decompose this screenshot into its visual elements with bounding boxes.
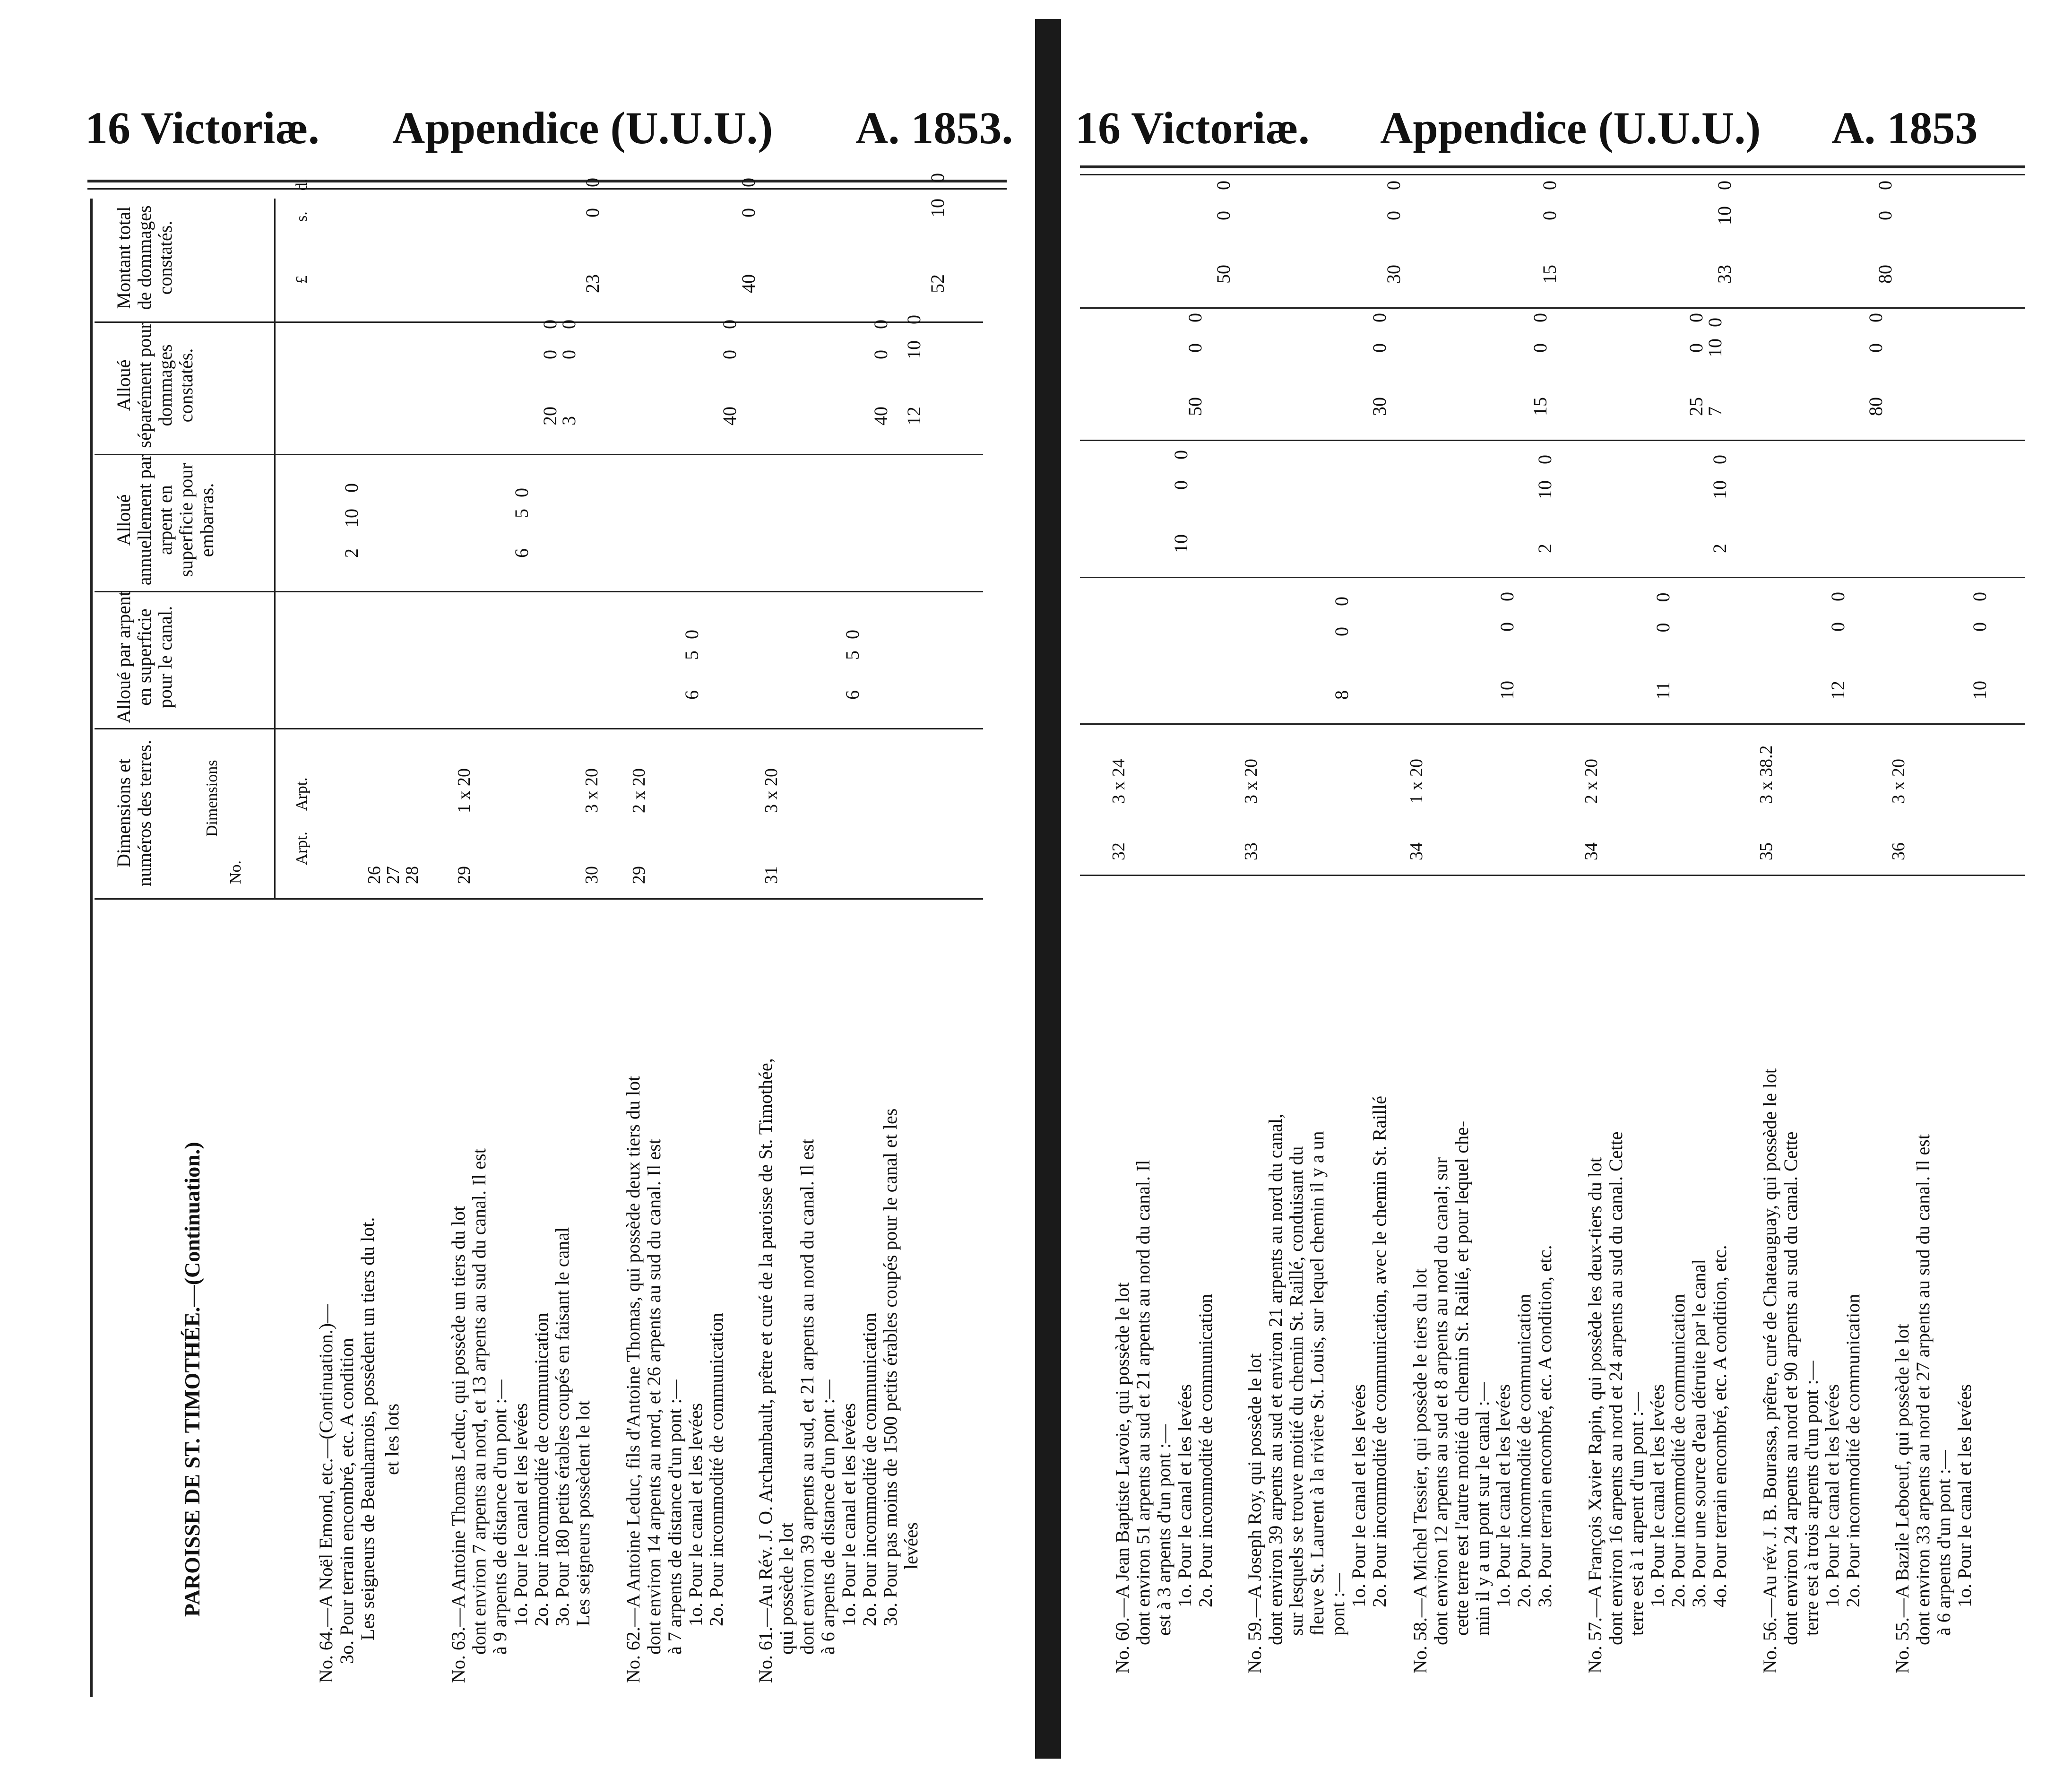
left-sep-20: 20 [539, 407, 561, 425]
left-lot-31: 31 [761, 866, 781, 884]
left-annu-6: 6 5 0 [511, 488, 532, 558]
left-sep-40b: 40 [870, 407, 891, 425]
left-header-appendix: Appendice (U.U.U.) [392, 103, 773, 153]
right-montant-30: 30 0 0 [1383, 181, 1404, 284]
right-canal-12: 12 0 0 [1827, 592, 1848, 700]
right-sep-50: 50 0 0 [1184, 313, 1206, 416]
lsd-label-montant: £ s. d. [293, 178, 311, 284]
left-canal-6a: 6 5 0 [681, 630, 702, 700]
right-dim-32: 3 x 24 [1109, 759, 1129, 804]
left-dim-2x20: 2 x 20 [629, 768, 649, 813]
left-dim-3x20b: 3 x 20 [761, 768, 781, 813]
right-sep-25: 25 0 0 [1685, 313, 1707, 416]
left-outer-border [90, 199, 93, 1697]
left-montant-40-d: 0 0 [738, 178, 759, 217]
left-annu-2: 2 10 0 [341, 483, 362, 558]
right-dim-36: 3 x 20 [1889, 759, 1908, 804]
right-header-regnal-year: 16 Victoriæ. [1075, 103, 1310, 153]
right-canal-10b: 10 0 0 [1969, 592, 1990, 700]
left-sep-40a-d: 0 0 [719, 320, 740, 359]
left-sep-40b-d: 0 0 [870, 320, 891, 359]
left-top-rule-thin [87, 188, 1007, 190]
right-montant-50: 50 0 0 [1213, 181, 1234, 284]
right-dim-34b: 2 x 20 [1581, 759, 1601, 804]
left-lots-64b: 27 [383, 866, 403, 884]
right-lot-34b: 34 [1581, 842, 1601, 860]
right-canal-8: 8 0 0 [1331, 597, 1352, 700]
right-col-sep-1 [1080, 307, 2025, 309]
left-header-year: A. 1853. [855, 103, 1013, 153]
right-sep-7: 7 10 0 [1704, 318, 1726, 416]
right-top-rule-thin [1080, 174, 2025, 175]
left-header-sep [274, 199, 276, 898]
left-sep-12-d: 10 0 [903, 315, 924, 359]
book-spine [1035, 19, 1061, 1759]
left-dim-1x20: 1 x 20 [454, 768, 474, 813]
right-sep-80: 80 0 0 [1865, 313, 1886, 416]
left-lot-30: 30 [582, 866, 602, 884]
right-montant-80: 80 0 0 [1874, 181, 1896, 284]
right-dim-33: 3 x 20 [1241, 759, 1261, 804]
right-annu-2a: 2 10 0 [1534, 455, 1555, 553]
right-page: 16 Victoriæ. Appendice (U.U.U.) A. 1853 No. 60.—A Jean Baptiste Lavoie, qui possède le lot dont environ 51 arpents au sud et 21 arpents au nord du canal. Il est à 3 arpents d'un pont :— 1o. Pour le canal et les levées 2o. Pour incommodité de communication No. 59.—A Joseph Roy, qui possède le lot dont environ 39 arpents au sud et environ 21 arpents au nord du canal, sur lesquels se trouve moitié du chemin St. Raillé, conduisant du fleuve St. Laurent à la rivière St. Louis, sur lequel chemin il y a un pont :— 1o. Pour le canal et les levées 2o. Pour incommodité de communication, avec le chemin St. Raillé No. 58.—A Michel Tessier, qui possède le tiers du lot dont environ 12 arpents au sud et 8 arpents au nord du canal; sur cette terre est l'autre moitié du chemin St. Raillé, et pour lequel che- min il y a un pont sur le canal :— 1o. Pour le canal et les levées 2o. Pour incommodité de communication 3o. Pour terrain encombré, etc. A condition, etc. No. 57.—A François Xavier Rapin, qui possède les deux-tiers du lot dont environ 16 arpents au nord et 24 arpents au sud du canal. Cette terre est à 1 arpent d'un pont :— 1o. Pour le canal et les levées 2o. Pour incommodité de communication 3o. Pour une source d'eau détruite par le canal 4o. Pour terrain encombré, etc. A condition, etc. No. 56.—Au rév. J. B. Bourassa, prêtre, curé de Chateauguay, qui possède le lot dont environ 24 arpents au nord et 90 arpents au sud du canal. Cette terre est à trois arpents d'un pont :— 1o. Pour le canal et les levées 2o. Pour incommodité de communication No. 55.—A Bazile Leboeuf, qui possède le lot dont environ 33 arpents au nord et 27 arpents au sud du canal. Il est à 6 arpents d'un pont :— 1o. Pour le canal et les levées 32 3 x 24 33 3 x 20 34 1 x 20 34 2 x 20 35 3 x 38.2 36 3 x 20 50 0 0 30 0 0 15 0 0 33 10 0 80 0 0 50 0 0 30 0 0 15 0 0 25 0 0 7 10 0 80 0 0 10 0 0 2 10 0 2 10 0 8 0 0 10 0 0 11 0 0 12 0 0 10 0 0 [1061, 0, 2072, 1778]
left-montant-40: 40 [738, 274, 759, 293]
right-montant-33: 33 10 0 [1714, 181, 1735, 284]
left-page: 16 Victoriæ. Appendice (U.U.U.) A. 1853. Montant total de dommages constatés. Alloué séparément pour dommages constatés. Alloué annuellement par arpent en superficie pour embarras. Alloué par arpent en superficie pour le canal. Dimensions et numéros des terres. No. Dimensions £ s. d. Arpt. Arpt. PAROISSE DE ST. TIMOTHÉE.—(Continuation.) No. 64.—A Noël Emond, etc.—(Continuation.)— 3o. Pour terrain encombré, etc. A condition Les seigneurs de Beauharnois, possèdent un tiers du lot. et les lots No. 63.—A Antoine Thomas Leduc, qui possède un tiers du lot dont environ 7 arpents au nord, et 13 arpents au sud du canal. Il est à 9 arpents de distance d'un pont :— 1o. Pour le canal et les levées 2o. Pour incommodité de communication 3o. Pour 180 petits érables coupés en faisant le canal Les seigneurs possèdent le lot No. 62.—A Antoine Leduc, fils d'Antoine Thomas, qui possède deux tiers du lot dont environ 14 arpents au nord, et 26 arpents au sud du canal. Il est à 7 arpents de distance d'un pont :— 1o. Pour le canal et les levées 2o. Pour incommodité de communication No. 61.—Au Rév. J. O. Archambault, prêtre et curé de la paroisse de St. Timothée, qui possède le lot dont environ 39 arpents au sud, et 21 arpents au nord du canal. Il est à 6 arpents de distance d'un pont :— 1o. Pour le canal et les levées 2o. Pour incommodité de communication 3o. Pour pas moins de 1500 petits érables coupés pour le canal et les levées 26 27 28 29 1 x 20 30 3 x 20 29 2 x 20 31 3 x 20 23 0 0 40 0 0 52 10 0 20 0 0 3 0 0 40 0 0 40 0 0 12 10 0 2 10 0 6 5 0 6 5 0 6 5 0 [0, 0, 1030, 1778]
left-lots-64: 26 [364, 866, 384, 884]
left-header-regnal-year: 16 Victoriæ. [85, 103, 319, 153]
right-dim-35: 3 x 38.2 [1756, 745, 1776, 804]
left-montant-52: 52 [927, 274, 948, 293]
left-col-sep-4 [95, 728, 983, 729]
arpt-labels: Arpt. Arpt. [293, 777, 311, 865]
right-lot-35: 35 [1756, 842, 1776, 860]
right-top-rule [1080, 165, 2025, 168]
left-montant-52-d: 10 0 [927, 173, 948, 217]
left-top-rule [87, 180, 1007, 182]
right-col-sep-3 [1080, 577, 2025, 578]
left-sep-12: 12 [903, 407, 924, 425]
right-lot-33: 33 [1241, 842, 1261, 860]
left-col-sep-1 [95, 321, 983, 323]
right-dim-34a: 1 x 20 [1407, 759, 1426, 804]
right-canal-10a: 10 0 0 [1496, 592, 1518, 700]
right-lot-34a: 34 [1407, 842, 1426, 860]
left-col-sep-3 [95, 591, 983, 592]
right-lot-36: 36 [1889, 842, 1908, 860]
left-sep-40a: 40 [719, 407, 740, 425]
left-sep-3-d: 0 0 [558, 320, 579, 359]
right-sep-15: 15 0 0 [1529, 313, 1551, 416]
right-col-sep-5 [1080, 875, 2025, 876]
right-header-year: A. 1853 [1831, 103, 1978, 153]
right-montant-15: 15 0 0 [1539, 181, 1560, 284]
left-lots-64c: 28 [402, 866, 422, 884]
left-sep-20-d: 0 0 [539, 320, 561, 359]
left-col-sep-5 [95, 898, 983, 900]
left-lot-29b: 29 [629, 866, 649, 884]
right-col-sep-4 [1080, 723, 2025, 725]
right-annu-2b: 2 10 0 [1709, 455, 1730, 553]
right-col-sep-2 [1080, 440, 2025, 441]
left-col-sep-2 [95, 454, 983, 455]
left-sep-3: 3 [558, 416, 579, 425]
left-montant-23: 23 [582, 274, 603, 293]
right-lot-32: 32 [1109, 842, 1129, 860]
left-lot-29a: 29 [454, 866, 474, 884]
right-header-appendix: Appendice (U.U.U.) [1380, 103, 1761, 153]
right-sep-30: 30 0 0 [1369, 313, 1390, 416]
left-canal-6b: 6 5 0 [842, 630, 863, 700]
right-canal-11: 11 0 0 [1652, 592, 1674, 700]
left-dim-3x20a: 3 x 20 [582, 768, 602, 813]
right-annu-10: 10 0 0 [1170, 450, 1191, 553]
left-montant-23-d: 0 0 [582, 178, 603, 217]
